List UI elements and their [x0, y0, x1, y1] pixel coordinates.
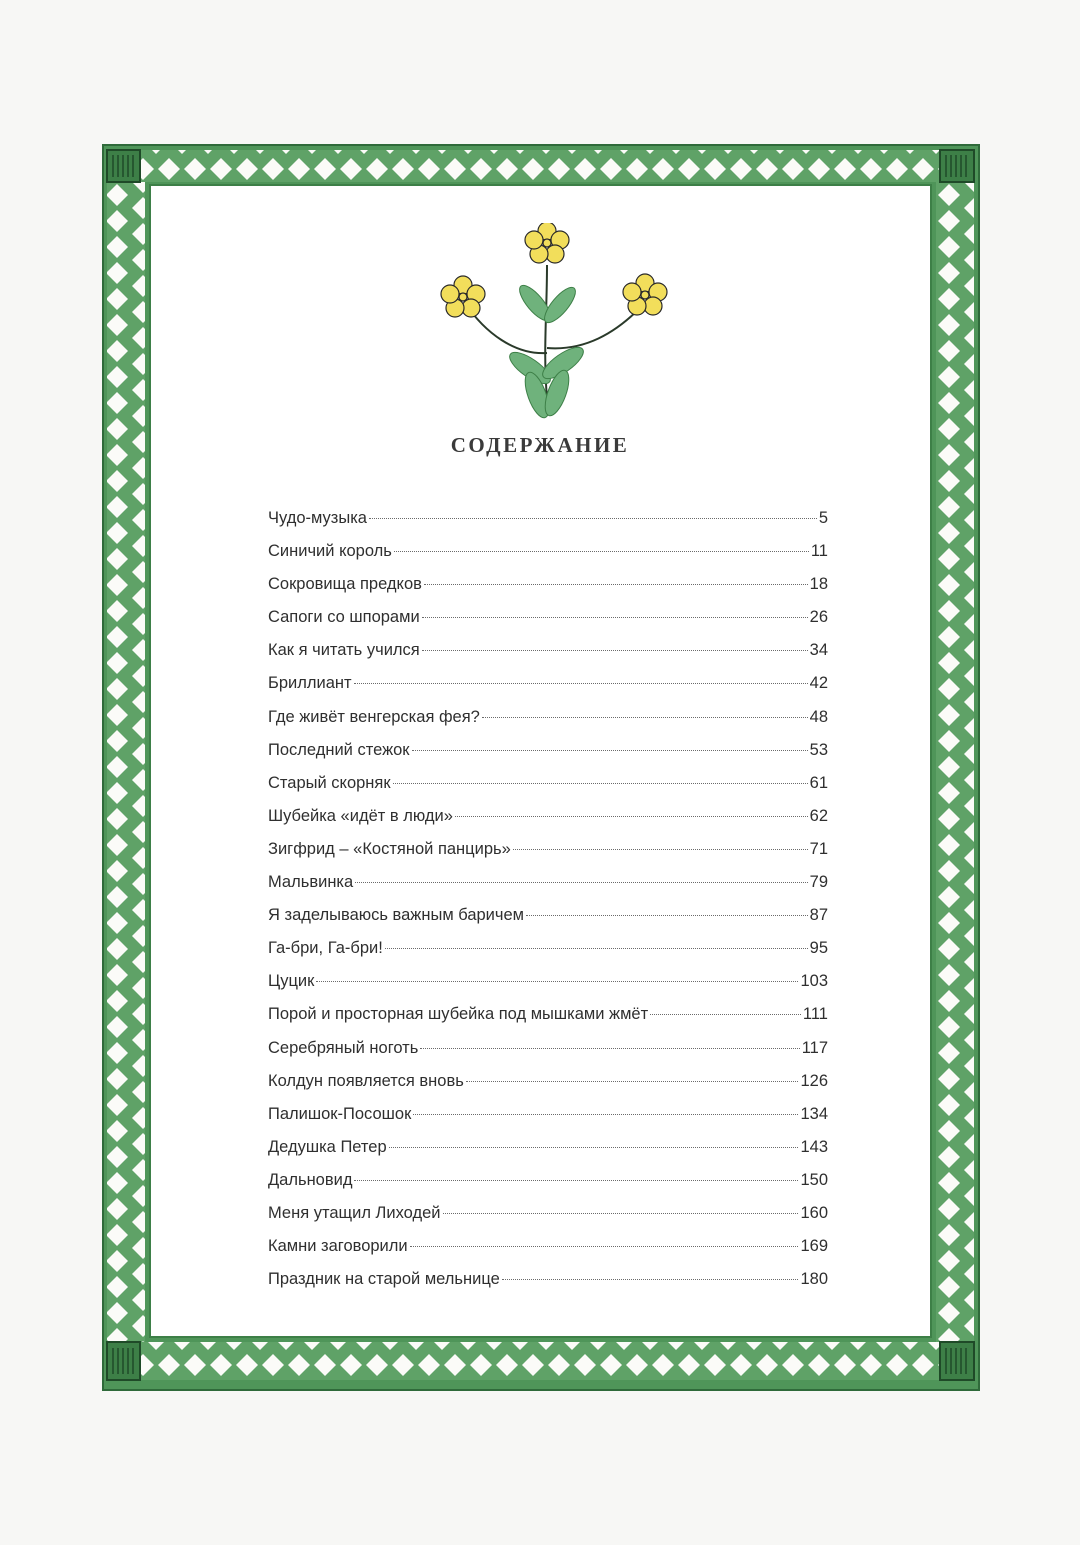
toc-dot-leader — [389, 1147, 799, 1148]
corner-block-tl — [107, 150, 140, 182]
toc-dot-leader — [354, 1180, 798, 1181]
toc-dot-leader — [420, 1048, 799, 1049]
corner-block-tr — [940, 150, 974, 182]
flower-illustration-icon — [435, 223, 675, 423]
toc-dot-leader — [502, 1279, 799, 1280]
toc-entry-label: Синичий король — [268, 542, 392, 561]
toc-dot-leader — [466, 1081, 799, 1082]
toc-entry-label: Зигфрид – «Костяной панцирь» — [268, 839, 511, 858]
toc-entry — [268, 568, 828, 601]
flower-top — [525, 223, 569, 263]
toc-entry-page: 169 — [800, 1237, 828, 1256]
toc-dot-leader — [369, 518, 817, 519]
toc-entry — [268, 667, 828, 700]
toc-entry — [268, 965, 828, 998]
toc-entry-page: 26 — [809, 608, 828, 627]
toc-dot-leader — [355, 882, 807, 883]
toc-dot-leader — [422, 617, 808, 618]
toc-entry-label: Серебряный ноготь — [268, 1038, 419, 1057]
toc-entry-label: Га-бри, Га-бри! — [268, 939, 383, 958]
toc-entry-page: 61 — [809, 773, 828, 792]
toc-dot-leader — [412, 750, 808, 751]
toc-dot-leader — [354, 683, 808, 684]
toc-entry — [268, 535, 828, 568]
toc-entry-page: 53 — [809, 740, 828, 759]
toc-entry-label: Старый скорняк — [268, 773, 391, 792]
toc-entry — [268, 1098, 828, 1131]
toc-entry — [268, 1065, 828, 1098]
toc-entry-label: Я заделываюсь важным баричем — [268, 906, 524, 925]
toc-entry-label: Дедушка Петер — [268, 1137, 387, 1156]
toc-entry-page: 160 — [800, 1203, 828, 1222]
toc-entry — [268, 899, 828, 932]
toc-dot-leader — [394, 551, 809, 552]
toc-entry-page: 71 — [809, 839, 828, 858]
toc-entry — [268, 701, 828, 734]
toc-entry-label: Цуцик — [268, 972, 315, 991]
toc-entry-label: Как я читать учился — [268, 641, 420, 660]
toc-entry — [268, 601, 828, 634]
toc-entry-label: Где живёт венгерская фея? — [268, 707, 480, 726]
toc-dot-leader — [424, 584, 808, 585]
toc-entry — [268, 734, 828, 767]
toc-entry-page: 143 — [800, 1137, 828, 1156]
toc-entry-label: Праздник на старой мельнице — [268, 1270, 500, 1289]
toc-dot-leader — [482, 717, 808, 718]
toc-entry-label: Колдун появляется вновь — [268, 1071, 464, 1090]
toc-entry — [268, 1263, 828, 1296]
toc-entry-page: 117 — [801, 1038, 828, 1057]
toc-entry-page: 79 — [809, 873, 828, 892]
toc-dot-leader — [650, 1014, 801, 1015]
toc-dot-leader — [410, 1246, 799, 1247]
toc-entry-page: 126 — [800, 1071, 828, 1090]
toc-entry — [268, 634, 828, 667]
toc-entry-label: Шубейка «идёт в люди» — [268, 806, 453, 825]
toc-entry-label: Дальновид — [268, 1170, 353, 1189]
toc-dot-leader — [422, 650, 808, 651]
toc-page — [150, 185, 930, 1335]
flower-left — [441, 276, 485, 317]
toc-entry-page: 180 — [800, 1270, 828, 1289]
toc-dot-leader — [513, 849, 808, 850]
toc-entry-page: 111 — [802, 1005, 828, 1024]
toc-entry-label: Бриллиант — [268, 674, 352, 693]
toc-title: СОДЕРЖАНИЕ — [450, 433, 630, 457]
toc-list — [268, 502, 828, 1296]
toc-entry — [268, 1164, 828, 1197]
toc-entry-label: Мальвинка — [268, 873, 354, 892]
toc-dot-leader — [413, 1114, 798, 1115]
toc-dot-leader — [316, 981, 798, 982]
toc-entry — [268, 1230, 828, 1263]
toc-entry — [268, 866, 828, 899]
toc-entry-label: Меня утащил Лиходей — [268, 1203, 441, 1222]
toc-entry — [268, 767, 828, 800]
toc-entry-label: Последний стежок — [268, 740, 410, 759]
toc-entry-page: 103 — [800, 972, 828, 991]
toc-entry — [268, 833, 828, 866]
toc-dot-leader — [443, 1213, 799, 1214]
toc-entry — [268, 998, 828, 1031]
toc-entry-page: 18 — [809, 575, 828, 594]
toc-entry — [268, 932, 828, 965]
toc-entry — [268, 1131, 828, 1164]
toc-entry-page: 95 — [809, 939, 828, 958]
toc-dot-leader — [393, 783, 808, 784]
toc-entry-page: 34 — [809, 641, 828, 660]
toc-entry-label: Сокровища предков — [268, 575, 422, 594]
toc-entry-page: 42 — [809, 674, 828, 693]
toc-entry-label: Чудо-музыка — [268, 509, 367, 527]
toc-entry — [268, 800, 828, 833]
toc-entry-label: Сапоги со шпорами — [268, 608, 420, 627]
toc-entry-page: 11 — [810, 542, 828, 561]
toc-entry-label: Палишок-Посошок — [268, 1104, 412, 1123]
toc-entry-page: 48 — [809, 707, 828, 726]
toc-entry-page: 5 — [818, 509, 828, 527]
toc-dot-leader — [526, 915, 808, 916]
toc-entry-label: Камни заговорили — [268, 1237, 408, 1256]
toc-entry — [268, 1197, 828, 1230]
corner-block-bl — [107, 1342, 140, 1380]
flower-right — [623, 274, 667, 315]
toc-entry — [268, 502, 828, 535]
toc-entry-page: 62 — [809, 806, 828, 825]
toc-entry-page: 134 — [800, 1104, 828, 1123]
toc-dot-leader — [455, 816, 808, 817]
toc-entry — [268, 1032, 828, 1065]
toc-entry-label: Порой и просторная шубейка под мышками жмёт — [268, 1005, 649, 1024]
toc-entry-page: 150 — [800, 1170, 828, 1189]
corner-block-br — [940, 1342, 974, 1380]
toc-dot-leader — [385, 948, 808, 949]
toc-entry-page: 87 — [809, 906, 828, 925]
